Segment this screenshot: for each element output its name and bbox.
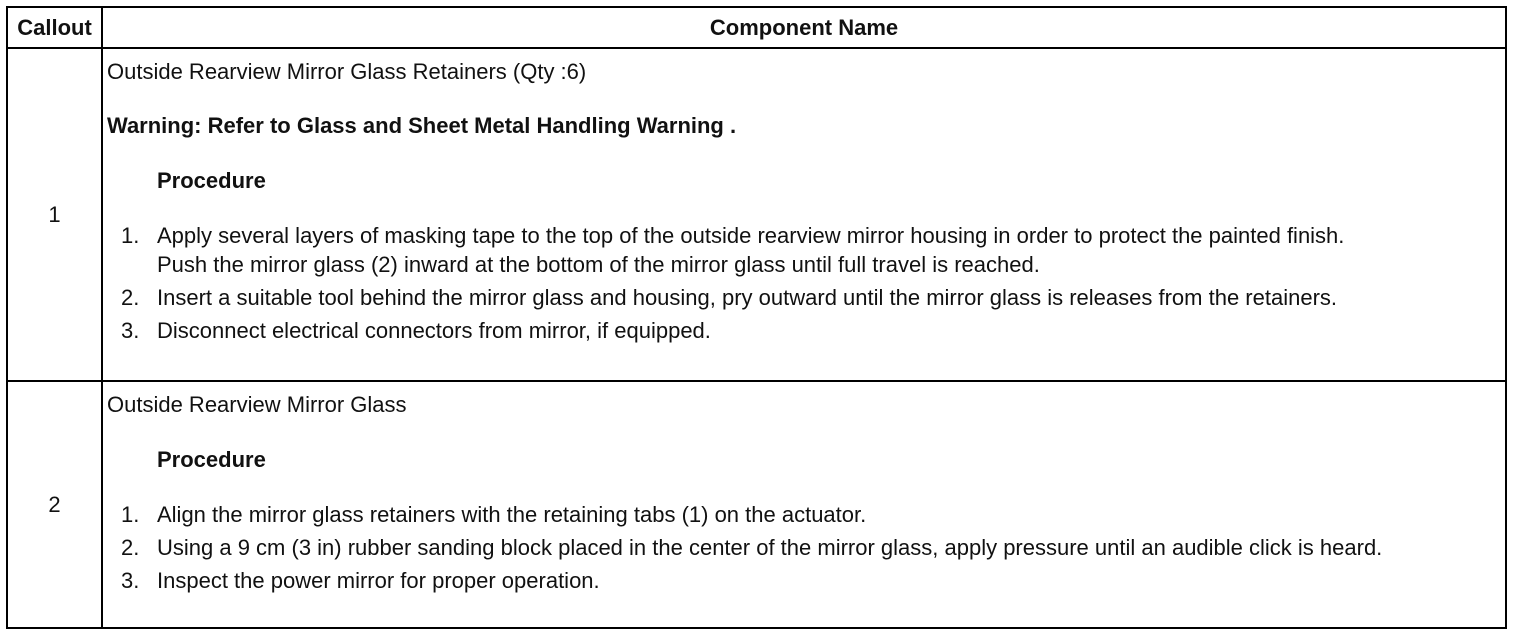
step-text: Apply several layers of masking tape to the top of the outside rearview mirror housing in order to protect the painted finish. [157, 223, 1345, 248]
step-text: Align the mirror glass retainers with the retaining tabs (1) on the actuator. [157, 502, 867, 527]
procedure-step [107, 283, 1501, 312]
callout-number: 2 [8, 381, 102, 627]
component-table-frame [6, 6, 1507, 629]
step-text: Inspect the power mirror for proper operation. [157, 568, 600, 593]
warning-text: Warning: Refer to Glass and Sheet Metal Handling Warning . [107, 113, 737, 138]
step-number: 3. [121, 568, 140, 593]
procedure-step [107, 316, 1501, 345]
step-number: 2. [121, 535, 140, 560]
table-header-row [8, 8, 1505, 48]
callout-number: 1 [8, 48, 102, 381]
procedure-step [107, 500, 1501, 529]
procedure-steps [107, 500, 1501, 595]
procedure-heading: Procedure [157, 447, 266, 472]
procedure-steps [107, 221, 1501, 345]
step-text: Insert a suitable tool behind the mirror glass and housing, pry outward until the mirror glass is releases from the retainers. [157, 285, 1338, 310]
step-substep-text: Push the mirror glass (2) inward at the bottom of the mirror glass until full travel is reached. [157, 252, 1040, 277]
procedure-heading: Procedure [157, 168, 266, 193]
procedure-step [107, 566, 1501, 595]
step-number: 1. [121, 502, 140, 527]
callout-column-header: Callout [8, 8, 102, 48]
component-table [8, 8, 1505, 627]
step-number: 1. [121, 223, 140, 248]
component-cell [102, 381, 1505, 627]
procedure-step [107, 533, 1501, 562]
procedure-step [107, 221, 1501, 279]
step-text: Disconnect electrical connectors from mirror, if equipped. [157, 318, 711, 343]
step-number: 3. [121, 318, 140, 343]
step-number: 2. [121, 285, 140, 310]
step-text: Using a 9 cm (3 in) rubber sanding block placed in the center of the mirror glass, apply pressure until an audible click is heard. [157, 535, 1383, 560]
component-title: Outside Rearview Mirror Glass Retainers (Qty :6) [107, 59, 587, 84]
table-row [8, 381, 1505, 627]
component-name-column-header: Component Name [102, 8, 1505, 48]
component-cell [102, 48, 1505, 381]
table-row [8, 48, 1505, 381]
component-title: Outside Rearview Mirror Glass [107, 392, 407, 417]
